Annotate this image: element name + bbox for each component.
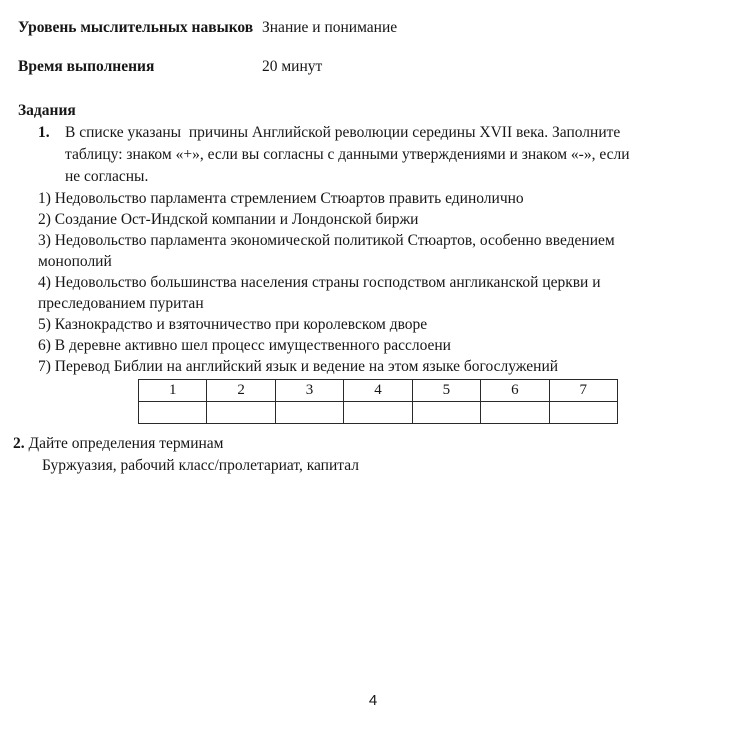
task-2 — [0, 433, 746, 477]
statement-item — [38, 230, 746, 272]
meta-value-duration: 20 минут — [262, 58, 323, 75]
statement-line: 1) Недовольство парламента стремлением Стюартов править единолично — [38, 190, 524, 207]
meta-value-thinking-skills: Знание и понимание — [262, 19, 398, 36]
task-1-number: 1. — [38, 124, 50, 141]
task-2-title: Дайте определения терминам — [28, 435, 224, 452]
table-header-cell: 7 — [549, 380, 617, 402]
task-1-statements — [38, 188, 746, 377]
table-answer-cell — [549, 402, 617, 424]
tasks-heading: Задания — [18, 102, 76, 119]
table-answer-cell — [412, 402, 480, 424]
statement-line: 6) В деревне активно шел процесс имущественного расслоени — [38, 337, 451, 354]
statement-line: 4) Недовольство большинства населения страны господством англиканской церкви и — [38, 274, 601, 291]
meta-label-duration: Время выполнения — [18, 58, 155, 75]
table-header-cell: 4 — [344, 380, 412, 402]
table-header-cell: 5 — [412, 380, 480, 402]
prompt-line: таблицу: знаком «+», если вы согласны с данными утверждениями и знаком «-», если — [65, 146, 630, 163]
statement-item — [38, 314, 746, 335]
task-1-prompt — [38, 122, 746, 188]
table-answer-cell — [344, 402, 412, 424]
statement-item — [38, 272, 746, 314]
table-answer-cell — [275, 402, 343, 424]
statement-line: преследованием пуритан — [38, 295, 204, 312]
table-header-cell: 1 — [139, 380, 207, 402]
answer-table-answer-row — [139, 402, 618, 424]
table-header-cell: 6 — [481, 380, 549, 402]
statement-item — [38, 335, 746, 356]
table-header-cell: 3 — [275, 380, 343, 402]
statement-line: 7) Перевод Библии на английский язык и ведение на этом языке богослужений — [38, 358, 559, 375]
statement-line: 5) Казнокрадство и взяточничество при королевском дворе — [38, 316, 428, 333]
meta-row-thinking-skills — [18, 17, 746, 39]
task-2-terms: Буржуазия, рабочий класс/пролетариат, капитал — [42, 457, 359, 474]
prompt-line: В списке указаны причины Английской революции середины XVII века. Заполните — [65, 124, 621, 141]
answer-table — [138, 379, 618, 424]
task-1-prompt-lines — [65, 122, 630, 188]
statement-line: 3) Недовольство парламента экономической политикой Стюартов, особенно введением — [38, 232, 615, 249]
answer-table-header-row — [139, 380, 618, 402]
table-answer-cell — [139, 402, 207, 424]
statement-item — [38, 209, 746, 230]
table-answer-cell — [207, 402, 275, 424]
statement-line: 2) Создание Ост-Индской компании и Лондонской биржи — [38, 211, 419, 228]
statement-item — [38, 356, 746, 377]
task-2-number: 2. — [13, 435, 25, 452]
meta-label-thinking-skills: Уровень мыслительных навыков — [18, 19, 254, 36]
task-2-prompt — [13, 433, 746, 455]
page-number: 4 — [368, 692, 378, 709]
table-answer-cell — [481, 402, 549, 424]
task-1 — [0, 122, 746, 424]
meta-row-duration — [18, 56, 746, 78]
prompt-line: не согласны. — [65, 168, 149, 185]
table-header-cell: 2 — [207, 380, 275, 402]
statement-item — [38, 188, 746, 209]
statement-line: монополий — [38, 253, 112, 270]
